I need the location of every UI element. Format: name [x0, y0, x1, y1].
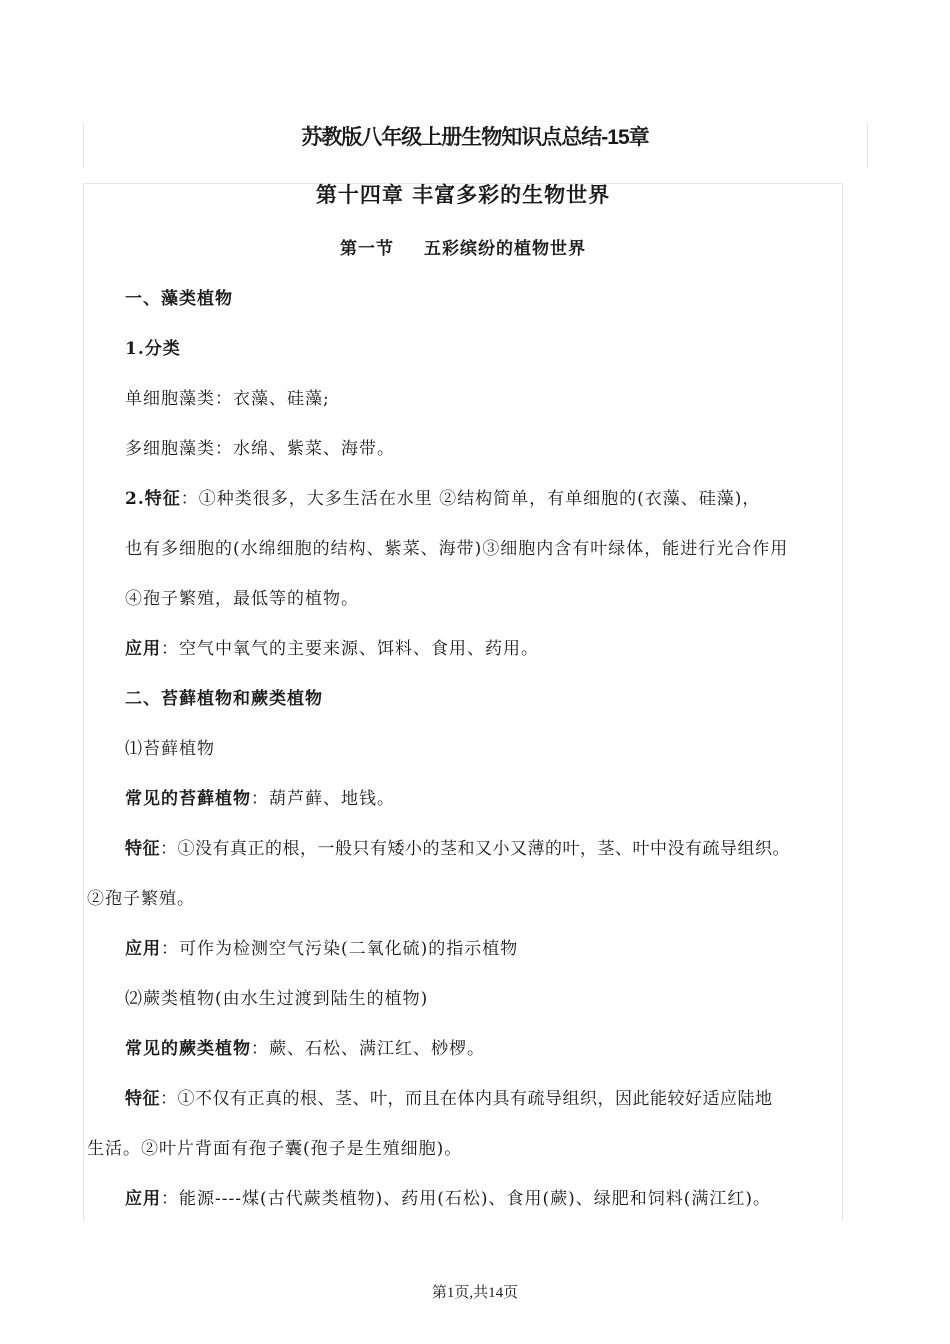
label: 常见的蕨类植物 — [125, 1039, 251, 1059]
page-number: 第1页,共14页 — [431, 1285, 519, 1301]
label: 常见的苔藓植物 — [125, 789, 251, 809]
subheading-classification: 1.分类 — [125, 339, 181, 359]
paragraph: ⑴苔藓植物 — [125, 739, 215, 759]
paragraph: 多细胞藻类：水绵、紫菜、海带。 — [125, 439, 395, 459]
label: 2.特征 — [125, 489, 181, 509]
paragraph — [125, 784, 395, 809]
text: ：能源----煤(古代蕨类植物)、药用(石松)、食用(蕨)、绿肥和饲料(满江红)。 — [161, 1189, 772, 1209]
paragraph: 也有多细胞的(水绵细胞的结构、紫菜、海带)③细胞内含有叶绿体，能进行光合作用 — [125, 539, 789, 559]
text: ：空气中氧气的主要来源、饵料、食用、药用。 — [161, 639, 539, 659]
text: ：①不仅有正真的根、茎、叶，而且在体内具有疏导组织，因此能较好适应陆地 — [160, 1089, 773, 1109]
paragraph — [125, 934, 518, 959]
paragraph: 单细胞藻类：衣藻、硅藻; — [125, 389, 330, 409]
chapter-heading: 第十四章 丰富多彩的生物世界 — [315, 182, 611, 207]
text: ：①种类很多，大多生活在水里 ②结构简单，有单细胞的(衣藻、硅藻)， — [180, 489, 761, 509]
document-title: 苏教版八年级上册生物知识点总结-15章 — [301, 126, 649, 149]
label: 应用 — [125, 1189, 161, 1209]
section-title: 五彩缤纷的植物世界 — [424, 239, 586, 259]
paragraph — [125, 1034, 485, 1059]
paragraph: ④孢子繁殖，最低等的植物。 — [125, 589, 359, 609]
paragraph — [125, 1184, 771, 1209]
paragraph: ②孢子繁殖。 — [87, 889, 195, 909]
section-heading — [0, 234, 926, 259]
section-number: 第一节 — [340, 239, 394, 259]
label: 应用 — [125, 639, 161, 659]
heading-algae: 一、藻类植物 — [125, 289, 233, 309]
label: 特征 — [125, 1089, 160, 1109]
paragraph — [125, 634, 539, 659]
label: 应用 — [125, 939, 161, 959]
paragraph — [125, 484, 760, 509]
paragraph — [125, 1084, 773, 1109]
label: 特征 — [125, 839, 160, 859]
paragraph — [125, 834, 790, 859]
paragraph: 生活。②叶片背面有孢子囊(孢子是生殖细胞)。 — [87, 1139, 463, 1159]
paragraph: ⑵蕨类植物(由水生过渡到陆生的植物) — [125, 989, 429, 1009]
heading-moss-fern: 二、苔藓植物和蕨类植物 — [125, 689, 323, 709]
text: ：①没有真正的根，一般只有矮小的茎和又小又薄的叶，茎、叶中没有疏导组织。 — [160, 839, 790, 859]
text: ：可作为检测空气污染(二氧化硫)的指示植物 — [161, 939, 519, 959]
text: ：蕨、石松、满江红、桫椤。 — [251, 1039, 485, 1059]
text: ：葫芦藓、地钱。 — [251, 789, 395, 809]
